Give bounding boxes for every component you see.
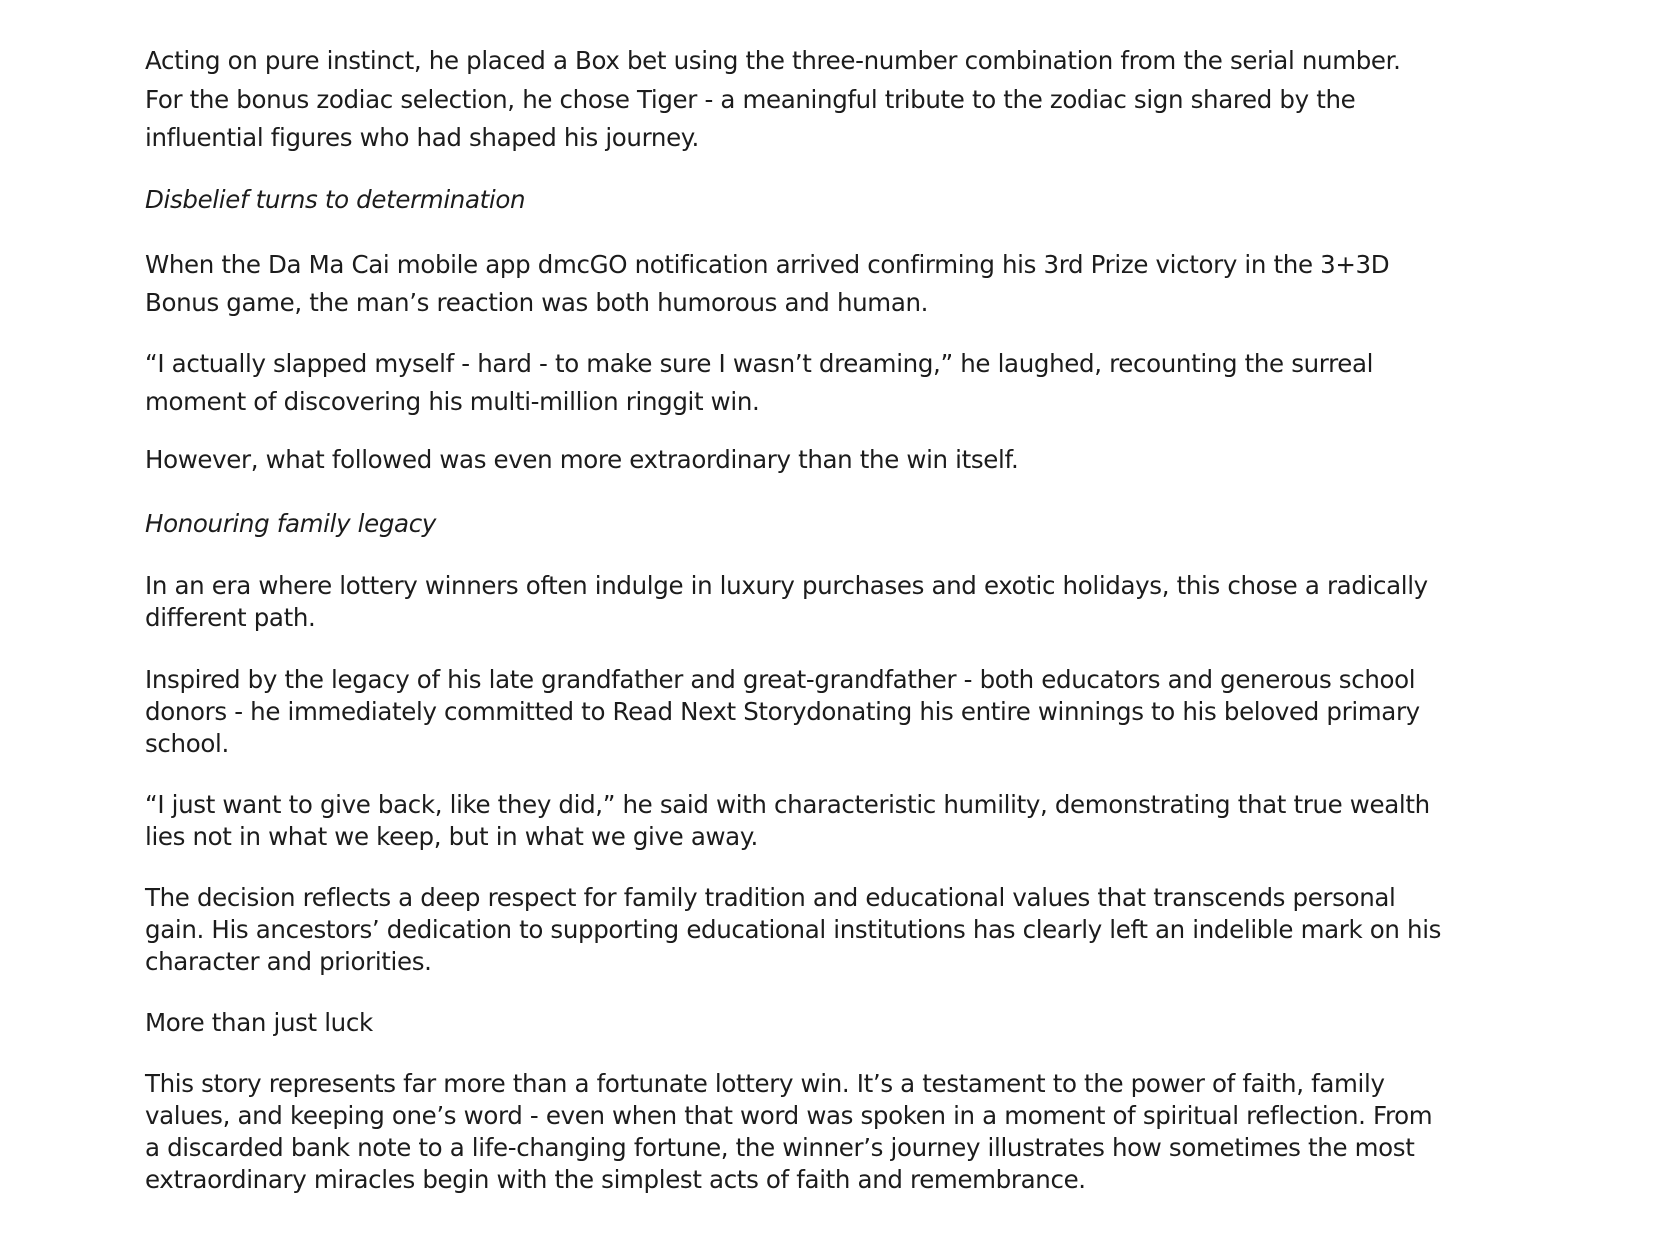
paragraph-quote-slapped: “I actually slapped myself - hard - to make sure I wasn’t dreaming,” he laughed, recounting the surreal moment of discovering his multi-million ringgit win. [145,348,1374,416]
subheading-disbelief: Disbelief turns to determination [145,184,526,214]
paragraph-however: However, what followed was even more extraordinary than the win itself. [145,444,1019,474]
paragraph-decision: The decision reflects a deep respect for family tradition and educational values that transcends personal gain. His ancestors’ dedication to supporting educational institutions has clearly left an indelible mark on his character and priorities. [145,882,1442,976]
paragraph-box-bet: Acting on pure instinct, he placed a Box bet using the three-number combination from the serial number. For the bonus zodiac selection, he chose Tiger - a meaningful tribute to the zodiac sign shared by the influential figures who had shaped his journey. [145,46,1401,152]
paragraph-story: This story represents far more than a fortunate lottery win. It’s a testament to the power of faith, family values, and keeping one’s word - even when that word was spoken in a moment of spiritual reflection. From a discarded bank note to a life-changing fortune, the winner’s journey illustrates how sometimes the most extraordinary miracles begin with the simplest acts of faith and remembrance. [145,1068,1433,1194]
paragraph-era: In an era where lottery winners often indulge in luxury purchases and exotic holidays, this chose a radically different path. [145,570,1428,632]
paragraph-quote-give-back: “I just want to give back, like they did,” he said with characteristic humility, demonstrating that true wealth lies not in what we keep, but in what we give away. [145,789,1430,851]
paragraph-notification: When the Da Ma Cai mobile app dmcGO notification arrived confirming his 3rd Prize victory in the 3+3D Bonus game, the man’s reaction was both humorous and human. [145,249,1390,317]
subheading-more-than-luck: More than just luck [145,1007,373,1037]
article-body [145,42,1445,1196]
subheading-family-legacy: Honouring family legacy [145,508,436,538]
paragraph-inspired: Inspired by the legacy of his late grandfather and great-grandfather - both educators and generous school donors - he immediately committed to Read Next Storydonating his entire winnings to his beloved primary school. [145,664,1420,758]
